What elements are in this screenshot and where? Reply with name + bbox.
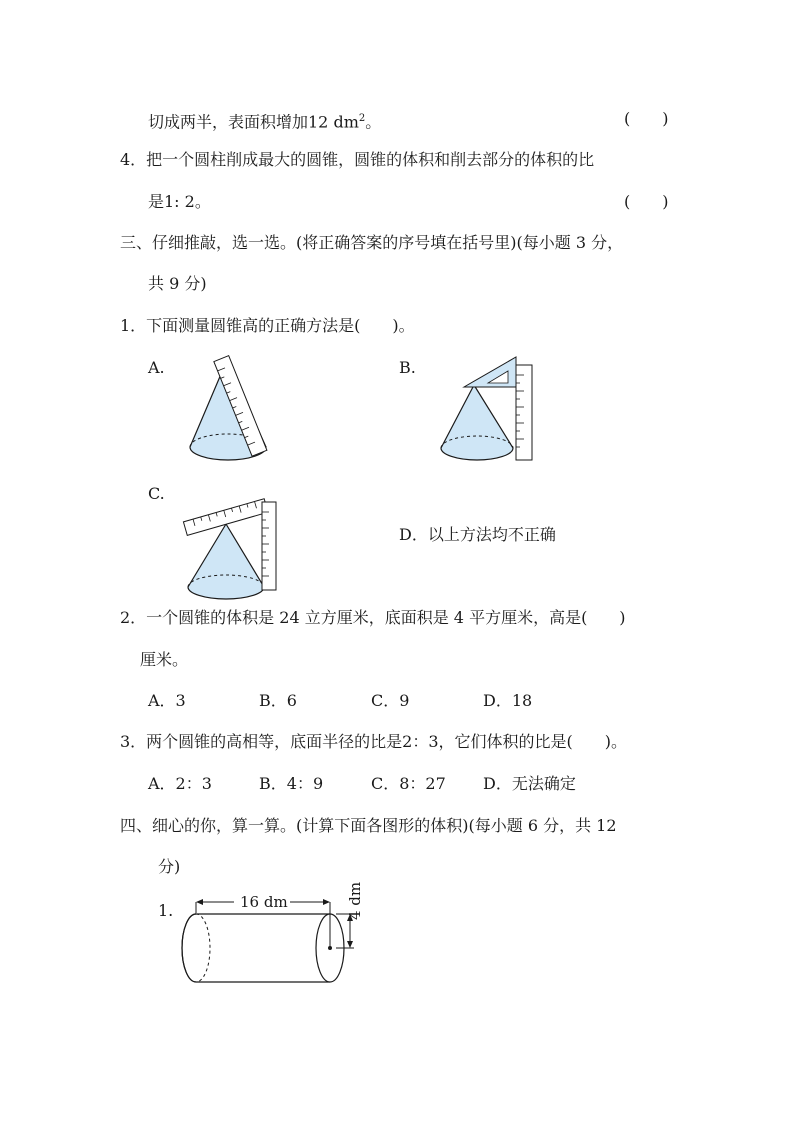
q4-answer-paren[interactable]: ( ) xyxy=(624,192,669,211)
section4-heading-cont: 分) xyxy=(158,857,181,876)
figure-c-cone-two-rulers xyxy=(180,482,290,602)
mc1-option-a-label[interactable]: A. xyxy=(148,358,165,377)
q4-line1: 4．把一个圆柱削成最大的圆锥，圆锥的体积和削去部分的体积的比 xyxy=(120,150,595,169)
mc2-option-a[interactable]: A．3 xyxy=(148,691,186,710)
mc3-option-c[interactable]: C．8：27 xyxy=(371,774,446,793)
ruler-c-vertical xyxy=(262,502,276,590)
mc2-option-c[interactable]: C．9 xyxy=(371,691,410,710)
mc1-option-d[interactable]: D．以上方法均不正确 xyxy=(399,525,556,544)
mc3-option-d[interactable]: D．无法确定 xyxy=(483,774,576,793)
q3-answer-paren[interactable]: ( ) xyxy=(624,109,669,128)
q3-continuation xyxy=(148,108,381,133)
mc2-option-d[interactable]: D．18 xyxy=(483,691,533,710)
mc2-stem-cont: 厘米。 xyxy=(140,650,189,669)
mc3-stem: 3．两个圆锥的高相等，底面半径的比是2：3，它们体积的比是( )。 xyxy=(120,732,628,751)
q3-end: 。 xyxy=(365,112,382,132)
figure-a-cone-tilted-ruler xyxy=(180,355,300,470)
ruler-b xyxy=(516,365,532,460)
figure-b-cone-triangle-ruler xyxy=(436,355,546,470)
q3-superscript: 2 xyxy=(358,113,366,124)
mc3-option-b[interactable]: B．4：9 xyxy=(259,774,324,793)
section3-heading: 三、仔细推敲，选一选。(将正确答案的序号填在括号里)(每小题 3 分， xyxy=(120,233,624,252)
mc3-option-a[interactable]: A．2：3 xyxy=(148,774,212,793)
mc2-option-b[interactable]: B．6 xyxy=(259,691,297,710)
section4-heading: 四、细心的你，算一算。(计算下面各图形的体积)(每小题 6 分，共 12 xyxy=(120,816,617,835)
section3-heading-cont: 共 9 分) xyxy=(148,274,207,293)
mc1-option-c-label[interactable]: C. xyxy=(148,484,165,503)
cylinder-length-label: 16 dm xyxy=(240,893,288,911)
mc1-stem: 1．下面测量圆锥高的正确方法是( )。 xyxy=(120,316,415,335)
calc1-label: 1. xyxy=(158,901,174,920)
cylinder-radius-label: 4 dm xyxy=(346,881,364,920)
cone-b-body xyxy=(441,385,513,460)
mc1-option-b-label[interactable]: B. xyxy=(399,358,416,377)
q4-line2: 是1: 2。 xyxy=(148,192,211,211)
mc2-stem: 2．一个圆锥的体积是 24 立方厘米，底面积是 4 平方厘米，高是( ) xyxy=(120,608,626,627)
cone-c-body xyxy=(188,524,264,599)
q3-text: 切成两半，表面积增加12 dm xyxy=(148,112,359,132)
